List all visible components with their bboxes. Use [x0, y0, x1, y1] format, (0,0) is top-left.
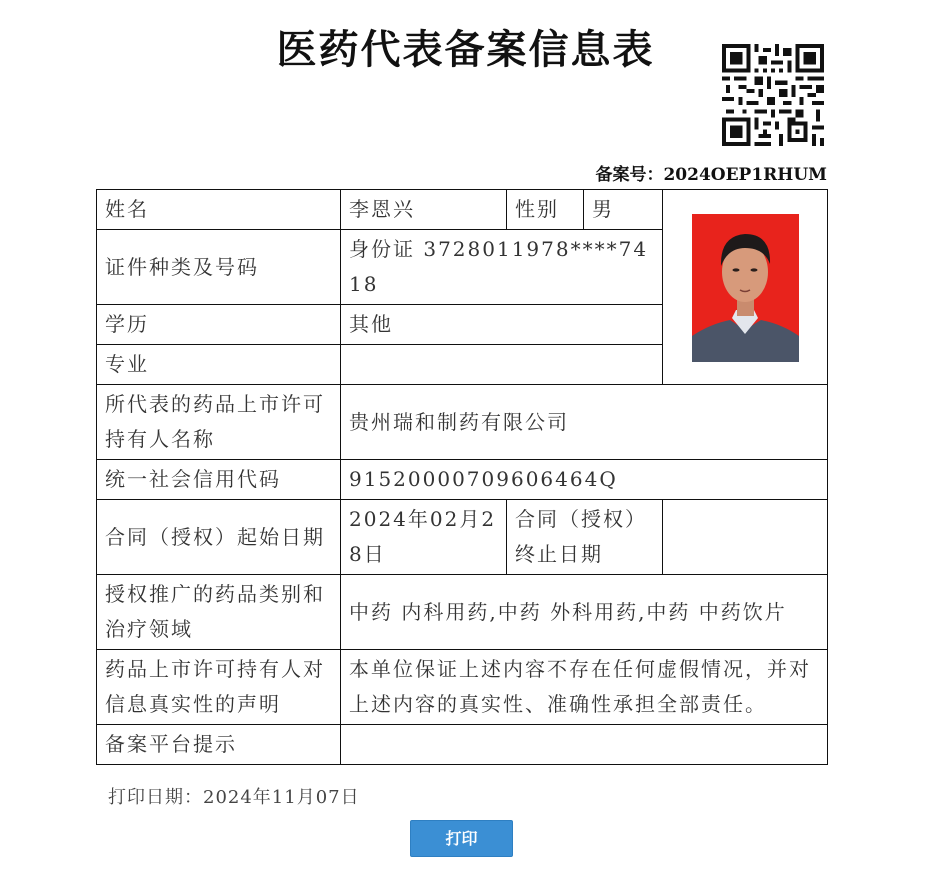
name-label: 姓名 [97, 190, 341, 230]
id-value: 身份证 3728011978****7418 [341, 230, 663, 305]
print-button[interactable]: 打印 [410, 820, 513, 857]
name-value: 李恩兴 [341, 190, 507, 230]
contract-end-label: 合同（授权）终止日期 [507, 500, 663, 575]
credit-code-label: 统一社会信用代码 [97, 460, 341, 500]
qr-code [722, 44, 824, 146]
photo-cell [663, 190, 828, 385]
statement-value: 本单位保证上述内容不存在任何虚假情况，并对上述内容的真实性、准确性承担全部责任。 [341, 650, 828, 725]
contract-start-value: 2024年02月28日 [341, 500, 507, 575]
record-number: 备案号：2024OEP1RHUM [595, 165, 827, 185]
platform-notice-value [341, 725, 828, 765]
education-label: 学历 [97, 305, 341, 345]
contract-start-label: 合同（授权）起始日期 [97, 500, 341, 575]
page-title: 医药代表备案信息表 [276, 26, 655, 73]
info-table [96, 189, 828, 765]
platform-notice-label: 备案平台提示 [97, 725, 341, 765]
credit-code-value: 91520000709606464Q [341, 460, 828, 500]
statement-label: 药品上市许可持有人对信息真实性的声明 [97, 650, 341, 725]
drug-category-label: 授权推广的药品类别和治疗领域 [97, 575, 341, 650]
id-type-label: 证件种类及号码 [97, 230, 341, 305]
gender-value: 男 [584, 190, 663, 230]
major-label: 专业 [97, 345, 341, 385]
holder-label: 所代表的药品上市许可持有人名称 [97, 385, 341, 460]
drug-category-value: 中药 内科用药,中药 外科用药,中药 中药饮片 [341, 575, 828, 650]
gender-label: 性别 [507, 190, 584, 230]
major-value [341, 345, 663, 385]
id-photo [692, 214, 799, 362]
holder-value: 贵州瑞和制药有限公司 [341, 385, 828, 460]
contract-end-value [663, 500, 828, 575]
education-value: 其他 [341, 305, 663, 345]
print-date: 打印日期：2024年11月07日 [108, 787, 360, 808]
